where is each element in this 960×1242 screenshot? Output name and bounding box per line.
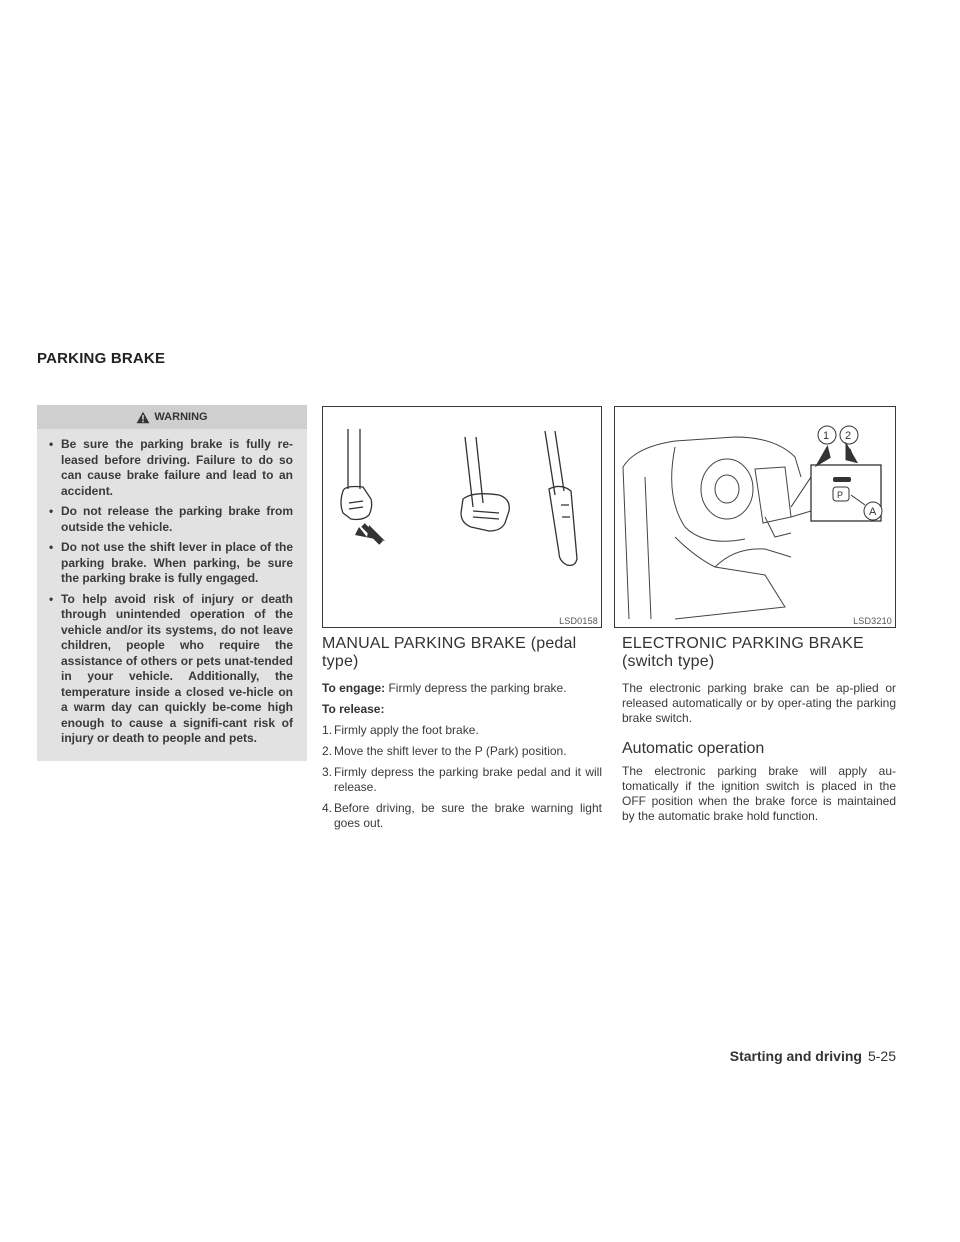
callout-1: 1 — [823, 430, 830, 442]
figure-parking-switch — [614, 406, 896, 628]
p-switch-label: P — [837, 490, 844, 500]
manual-parking-brake-section — [322, 635, 602, 837]
section-title: PARKING BRAKE — [37, 350, 166, 367]
figure-code: LSD3210 — [853, 616, 892, 626]
step-item: 3. Firmly depress the parking brake pedal and it will release. — [322, 765, 602, 794]
step-item: 1. Firmly apply the foot brake. — [322, 723, 479, 737]
manual-heading: MANUAL PARKING BRAKE (pedal type) — [322, 635, 577, 670]
page-number: 5-25 — [867, 1048, 896, 1064]
release-steps — [322, 723, 602, 831]
figure-parking-pedal — [322, 406, 602, 628]
chapter-title: Starting and driving — [729, 1048, 862, 1064]
automatic-operation-text: The electronic parking brake will apply au-tomatically if the ignition switch is placed in the OFF position when the brake force is maintained by the automatic brake hold function. — [622, 764, 896, 823]
release-label: To release: — [322, 702, 385, 716]
warning-item: • To help avoid risk of injury or death through unintended operation of the vehicle and/or its systems, do not leave children, people who require the assistance of others or pets unat-tended in your vehicle. Additionally, the temperature inside a closed ve-hicle on a warm day can quickly be-come high enough to cause a signifi-cant risk of injury or death to people and pets. — [49, 592, 293, 747]
warning-triangle-icon — [136, 411, 150, 424]
step-item: 4. Before driving, be sure the brake warning light goes out. — [322, 801, 602, 830]
callout-a: A — [869, 506, 877, 518]
electronic-intro: The electronic parking brake can be ap-plied or released automatically or by oper-ating the parking brake switch. — [622, 681, 896, 725]
electronic-parking-brake-section — [622, 635, 896, 830]
engage-text: Firmly depress the parking brake. — [388, 681, 567, 695]
pedal-illustration — [323, 407, 602, 628]
warning-box — [37, 405, 307, 761]
callout-2: 2 — [845, 430, 852, 442]
engage-paragraph — [322, 681, 602, 696]
cabin-illustration — [615, 407, 896, 628]
warning-item: • Be sure the parking brake is fully re-leased before driving. Failure to do so can cause brake failure and lead to an accident. — [49, 437, 293, 499]
warning-header — [37, 405, 307, 429]
automatic-operation-heading: Automatic operation — [622, 740, 765, 757]
warning-title: WARNING — [154, 411, 208, 423]
step-item: 2. Move the shift lever to the P (Park) position. — [322, 744, 567, 758]
warning-item: • Do not use the shift lever in place of the parking brake. When parking, be sure the parking brake is fully engaged. — [49, 540, 293, 587]
engage-label: To engage: — [322, 681, 386, 695]
electronic-heading: ELECTRONIC PARKING BRAKE (switch type) — [622, 635, 864, 670]
warning-item: • Do not release the parking brake from outside the vehicle. — [49, 504, 293, 535]
page-footer — [730, 1048, 896, 1064]
figure-code: LSD0158 — [559, 616, 598, 626]
warning-list — [37, 429, 307, 747]
